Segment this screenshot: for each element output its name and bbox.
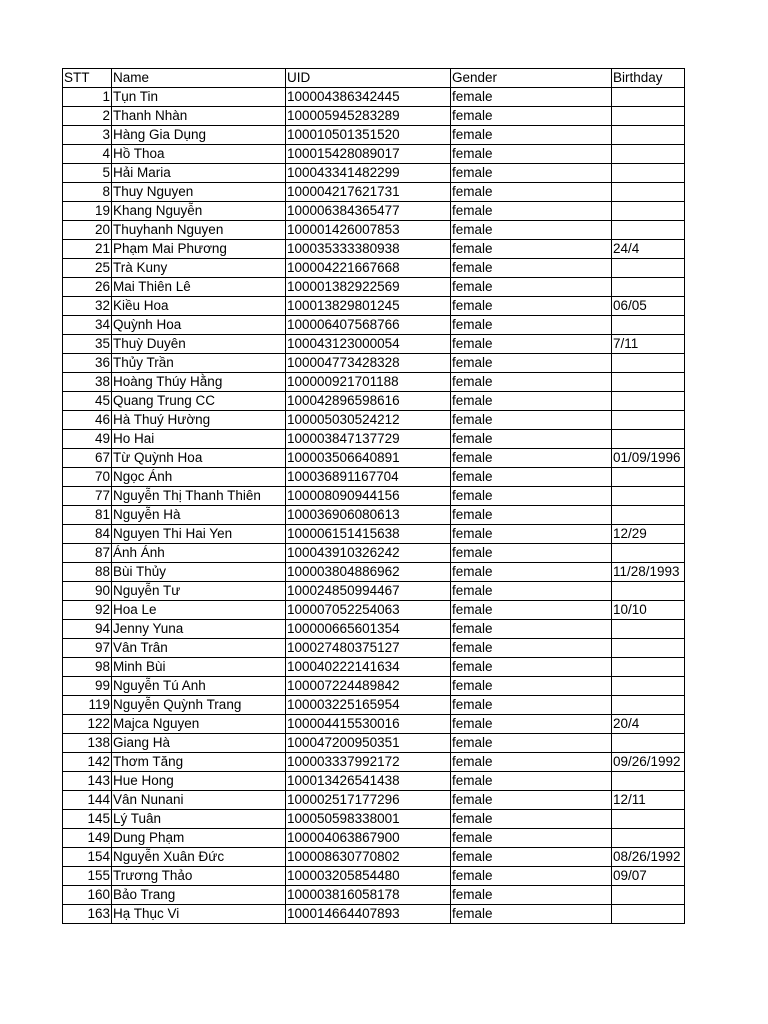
cell-uid: 100043910326242 [286, 544, 451, 563]
cell-gender: female [451, 278, 612, 297]
cell-uid: 100043123000054 [286, 335, 451, 354]
cell-uid: 100004415530016 [286, 715, 451, 734]
table-row [63, 563, 685, 582]
cell-birthday: 24/4 [612, 240, 685, 259]
header-name: Name [112, 69, 286, 88]
table-row [63, 658, 685, 677]
cell-birthday: 09/26/1992 [612, 753, 685, 772]
cell-name: Trà Kuny [112, 259, 286, 278]
cell-uid: 100003337992172 [286, 753, 451, 772]
cell-name: Thủy Trần [112, 354, 286, 373]
table-row [63, 392, 685, 411]
table-row [63, 449, 685, 468]
cell-name: Thanh Nhàn [112, 107, 286, 126]
cell-birthday: 12/29 [612, 525, 685, 544]
cell-name: Thơm Tăng [112, 753, 286, 772]
cell-gender: female [451, 107, 612, 126]
table-row [63, 259, 685, 278]
table-row [63, 278, 685, 297]
cell-stt: 138 [63, 734, 112, 753]
cell-uid: 100050598338001 [286, 810, 451, 829]
table-row [63, 240, 685, 259]
cell-gender: female [451, 829, 612, 848]
cell-birthday [612, 487, 685, 506]
cell-stt: 119 [63, 696, 112, 715]
cell-gender: female [451, 126, 612, 145]
table-row [63, 126, 685, 145]
table-row [63, 297, 685, 316]
cell-birthday [612, 221, 685, 240]
table-row [63, 468, 685, 487]
cell-gender: female [451, 582, 612, 601]
cell-uid: 100006151415638 [286, 525, 451, 544]
cell-gender: female [451, 810, 612, 829]
cell-stt: 67 [63, 449, 112, 468]
cell-name: Từ Quỳnh Hoa [112, 449, 286, 468]
cell-name: Hồ Thoa [112, 145, 286, 164]
cell-gender: female [451, 392, 612, 411]
cell-uid: 100036906080613 [286, 506, 451, 525]
cell-stt: 8 [63, 183, 112, 202]
cell-uid: 100036891167704 [286, 468, 451, 487]
header-birthday: Birthday [612, 69, 685, 88]
cell-name: Hà Thuý Hường [112, 411, 286, 430]
cell-uid: 100007052254063 [286, 601, 451, 620]
table-row [63, 810, 685, 829]
cell-gender: female [451, 696, 612, 715]
cell-uid: 100000921701188 [286, 373, 451, 392]
cell-stt: 92 [63, 601, 112, 620]
cell-name: Vân Trân [112, 639, 286, 658]
cell-stt: 90 [63, 582, 112, 601]
header-gender: Gender [451, 69, 612, 88]
cell-birthday [612, 772, 685, 791]
cell-gender: female [451, 487, 612, 506]
table-row [63, 506, 685, 525]
cell-name: Nguyễn Hà [112, 506, 286, 525]
cell-name: Hàng Gia Dụng [112, 126, 286, 145]
cell-birthday: 10/10 [612, 601, 685, 620]
cell-name: Phạm Mai Phương [112, 240, 286, 259]
cell-gender: female [451, 145, 612, 164]
cell-name: Nguyễn Tư [112, 582, 286, 601]
cell-gender: female [451, 221, 612, 240]
cell-stt: 46 [63, 411, 112, 430]
cell-uid: 100024850994467 [286, 582, 451, 601]
cell-uid: 100035333380938 [286, 240, 451, 259]
cell-stt: 25 [63, 259, 112, 278]
cell-gender: female [451, 620, 612, 639]
cell-gender: female [451, 563, 612, 582]
table-row [63, 335, 685, 354]
cell-name: Ánh Ánh [112, 544, 286, 563]
cell-birthday [612, 468, 685, 487]
cell-uid: 100006407568766 [286, 316, 451, 335]
cell-stt: 26 [63, 278, 112, 297]
cell-birthday [612, 164, 685, 183]
cell-birthday: 12/11 [612, 791, 685, 810]
table-row [63, 886, 685, 905]
cell-birthday [612, 430, 685, 449]
table-row [63, 487, 685, 506]
spreadsheet-table [62, 68, 685, 924]
table-row [63, 848, 685, 867]
cell-gender: female [451, 354, 612, 373]
table-row [63, 202, 685, 221]
cell-birthday [612, 829, 685, 848]
table-row [63, 620, 685, 639]
cell-stt: 87 [63, 544, 112, 563]
cell-stt: 97 [63, 639, 112, 658]
cell-birthday: 08/26/1992 [612, 848, 685, 867]
cell-gender: female [451, 183, 612, 202]
cell-uid: 100008630770802 [286, 848, 451, 867]
cell-gender: female [451, 449, 612, 468]
cell-birthday: 20/4 [612, 715, 685, 734]
cell-name: Thuỳ Duyên [112, 335, 286, 354]
cell-uid: 100005945283289 [286, 107, 451, 126]
cell-uid: 100010501351520 [286, 126, 451, 145]
cell-stt: 142 [63, 753, 112, 772]
cell-gender: female [451, 639, 612, 658]
cell-stt: 84 [63, 525, 112, 544]
cell-birthday: 11/28/1993 [612, 563, 685, 582]
cell-stt: 149 [63, 829, 112, 848]
table-row [63, 734, 685, 753]
cell-stt: 45 [63, 392, 112, 411]
cell-uid: 100003816058178 [286, 886, 451, 905]
cell-name: Nguyễn Xuân Đức [112, 848, 286, 867]
cell-name: Mai Thiên Lê [112, 278, 286, 297]
cell-birthday: 09/07 [612, 867, 685, 886]
cell-gender: female [451, 240, 612, 259]
cell-gender: female [451, 867, 612, 886]
cell-uid: 100004773428328 [286, 354, 451, 373]
cell-stt: 70 [63, 468, 112, 487]
cell-birthday [612, 544, 685, 563]
table-row [63, 164, 685, 183]
cell-name: Nguyễn Quỳnh Trang [112, 696, 286, 715]
cell-stt: 155 [63, 867, 112, 886]
cell-birthday: 01/09/1996 [612, 449, 685, 468]
cell-stt: 49 [63, 430, 112, 449]
cell-name: Majca Nguyen [112, 715, 286, 734]
cell-uid: 100004386342445 [286, 88, 451, 107]
cell-birthday [612, 658, 685, 677]
table-row [63, 430, 685, 449]
cell-uid: 100004217621731 [286, 183, 451, 202]
cell-uid: 100006384365477 [286, 202, 451, 221]
cell-gender: female [451, 848, 612, 867]
table-row [63, 639, 685, 658]
cell-gender: female [451, 772, 612, 791]
cell-name: Bùi Thủy [112, 563, 286, 582]
cell-name: Nguyen Thi Hai Yen [112, 525, 286, 544]
cell-uid: 100000665601354 [286, 620, 451, 639]
cell-name: Hoàng Thúy Hằng [112, 373, 286, 392]
cell-uid: 100004063867900 [286, 829, 451, 848]
cell-gender: female [451, 373, 612, 392]
cell-uid: 100047200950351 [286, 734, 451, 753]
cell-uid: 100005030524212 [286, 411, 451, 430]
cell-birthday [612, 620, 685, 639]
cell-gender: female [451, 202, 612, 221]
cell-name: Ngọc Ánh [112, 468, 286, 487]
cell-stt: 36 [63, 354, 112, 373]
cell-stt: 122 [63, 715, 112, 734]
cell-stt: 5 [63, 164, 112, 183]
cell-name: Nguyễn Tú Anh [112, 677, 286, 696]
cell-name: Hue Hong [112, 772, 286, 791]
table-row [63, 107, 685, 126]
table-row [63, 373, 685, 392]
cell-stt: 88 [63, 563, 112, 582]
table-row [63, 829, 685, 848]
table-row [63, 544, 685, 563]
table-row [63, 183, 685, 202]
cell-birthday [612, 886, 685, 905]
cell-stt: 34 [63, 316, 112, 335]
cell-birthday [612, 354, 685, 373]
cell-gender: female [451, 164, 612, 183]
cell-gender: female [451, 316, 612, 335]
header-row [63, 69, 685, 88]
cell-gender: female [451, 658, 612, 677]
cell-uid: 100007224489842 [286, 677, 451, 696]
cell-name: Kiều Hoa [112, 297, 286, 316]
cell-stt: 35 [63, 335, 112, 354]
table-row [63, 601, 685, 620]
table-row [63, 88, 685, 107]
cell-name: Tụn Tin [112, 88, 286, 107]
cell-uid: 100003506640891 [286, 449, 451, 468]
cell-uid: 100042896598616 [286, 392, 451, 411]
cell-uid: 100003205854480 [286, 867, 451, 886]
cell-uid: 100001426007853 [286, 221, 451, 240]
table-row [63, 753, 685, 772]
cell-name: Nguyễn Thị Thanh Thiên [112, 487, 286, 506]
cell-stt: 163 [63, 905, 112, 924]
cell-stt: 99 [63, 677, 112, 696]
cell-uid: 100043341482299 [286, 164, 451, 183]
cell-birthday [612, 810, 685, 829]
cell-birthday: 7/11 [612, 335, 685, 354]
cell-birthday [612, 677, 685, 696]
cell-gender: female [451, 886, 612, 905]
cell-name: Hải Maria [112, 164, 286, 183]
table-row [63, 905, 685, 924]
table-row [63, 316, 685, 335]
cell-stt: 77 [63, 487, 112, 506]
cell-birthday [612, 734, 685, 753]
cell-stt: 1 [63, 88, 112, 107]
cell-birthday [612, 639, 685, 658]
cell-stt: 38 [63, 373, 112, 392]
cell-birthday [612, 373, 685, 392]
cell-stt: 160 [63, 886, 112, 905]
cell-stt: 145 [63, 810, 112, 829]
table-row [63, 221, 685, 240]
cell-name: Hoa Le [112, 601, 286, 620]
cell-uid: 100008090944156 [286, 487, 451, 506]
table-row [63, 582, 685, 601]
cell-name: Ho Hai [112, 430, 286, 449]
cell-birthday [612, 145, 685, 164]
cell-gender: female [451, 506, 612, 525]
cell-name: Quang Trung CC [112, 392, 286, 411]
cell-birthday [612, 696, 685, 715]
cell-birthday [612, 316, 685, 335]
cell-birthday [612, 107, 685, 126]
cell-name: Giang Hà [112, 734, 286, 753]
cell-uid: 100040222141634 [286, 658, 451, 677]
table-row [63, 145, 685, 164]
cell-gender: female [451, 753, 612, 772]
cell-stt: 20 [63, 221, 112, 240]
cell-gender: female [451, 430, 612, 449]
table-row [63, 715, 685, 734]
table-row [63, 411, 685, 430]
cell-gender: female [451, 88, 612, 107]
header-stt: STT [63, 69, 112, 88]
cell-stt: 81 [63, 506, 112, 525]
cell-gender: female [451, 677, 612, 696]
cell-gender: female [451, 259, 612, 278]
cell-uid: 100003804886962 [286, 563, 451, 582]
cell-uid: 100001382922569 [286, 278, 451, 297]
cell-name: Thuy Nguyen [112, 183, 286, 202]
cell-gender: female [451, 525, 612, 544]
cell-uid: 100015428089017 [286, 145, 451, 164]
cell-gender: female [451, 715, 612, 734]
cell-name: Dung Phạm [112, 829, 286, 848]
cell-uid: 100014664407893 [286, 905, 451, 924]
cell-name: Jenny Yuna [112, 620, 286, 639]
cell-name: Lý Tuân [112, 810, 286, 829]
cell-name: Hạ Thục Vi [112, 905, 286, 924]
cell-uid: 100013426541438 [286, 772, 451, 791]
cell-stt: 32 [63, 297, 112, 316]
cell-stt: 98 [63, 658, 112, 677]
cell-name: Trương Thảo [112, 867, 286, 886]
cell-gender: female [451, 905, 612, 924]
cell-uid: 100004221667668 [286, 259, 451, 278]
cell-stt: 144 [63, 791, 112, 810]
cell-name: Minh Bùi [112, 658, 286, 677]
cell-gender: female [451, 734, 612, 753]
cell-birthday [612, 582, 685, 601]
cell-uid: 100013829801245 [286, 297, 451, 316]
cell-name: Vân Nunani [112, 791, 286, 810]
table-row [63, 677, 685, 696]
cell-birthday: 06/05 [612, 297, 685, 316]
cell-gender: female [451, 544, 612, 563]
table-row [63, 772, 685, 791]
cell-birthday [612, 183, 685, 202]
cell-stt: 4 [63, 145, 112, 164]
cell-uid: 100027480375127 [286, 639, 451, 658]
table-row [63, 354, 685, 373]
cell-stt: 19 [63, 202, 112, 221]
cell-gender: female [451, 335, 612, 354]
cell-birthday [612, 259, 685, 278]
cell-uid: 100002517177296 [286, 791, 451, 810]
cell-name: Quỳnh Hoa [112, 316, 286, 335]
cell-birthday [612, 905, 685, 924]
cell-birthday [612, 88, 685, 107]
table-row [63, 696, 685, 715]
table-row [63, 525, 685, 544]
table-row [63, 791, 685, 810]
cell-gender: female [451, 601, 612, 620]
cell-stt: 143 [63, 772, 112, 791]
cell-stt: 21 [63, 240, 112, 259]
cell-gender: female [451, 297, 612, 316]
cell-birthday [612, 506, 685, 525]
cell-birthday [612, 202, 685, 221]
cell-stt: 2 [63, 107, 112, 126]
cell-birthday [612, 392, 685, 411]
table-row [63, 867, 685, 886]
cell-birthday [612, 126, 685, 145]
cell-gender: female [451, 411, 612, 430]
cell-name: Bảo Trang [112, 886, 286, 905]
cell-birthday [612, 278, 685, 297]
cell-uid: 100003225165954 [286, 696, 451, 715]
cell-uid: 100003847137729 [286, 430, 451, 449]
cell-stt: 94 [63, 620, 112, 639]
cell-gender: female [451, 468, 612, 487]
cell-birthday [612, 411, 685, 430]
cell-stt: 154 [63, 848, 112, 867]
cell-name: Thuyhanh Nguyen [112, 221, 286, 240]
cell-gender: female [451, 791, 612, 810]
header-uid: UID [286, 69, 451, 88]
cell-stt: 3 [63, 126, 112, 145]
cell-name: Khang Nguyễn [112, 202, 286, 221]
